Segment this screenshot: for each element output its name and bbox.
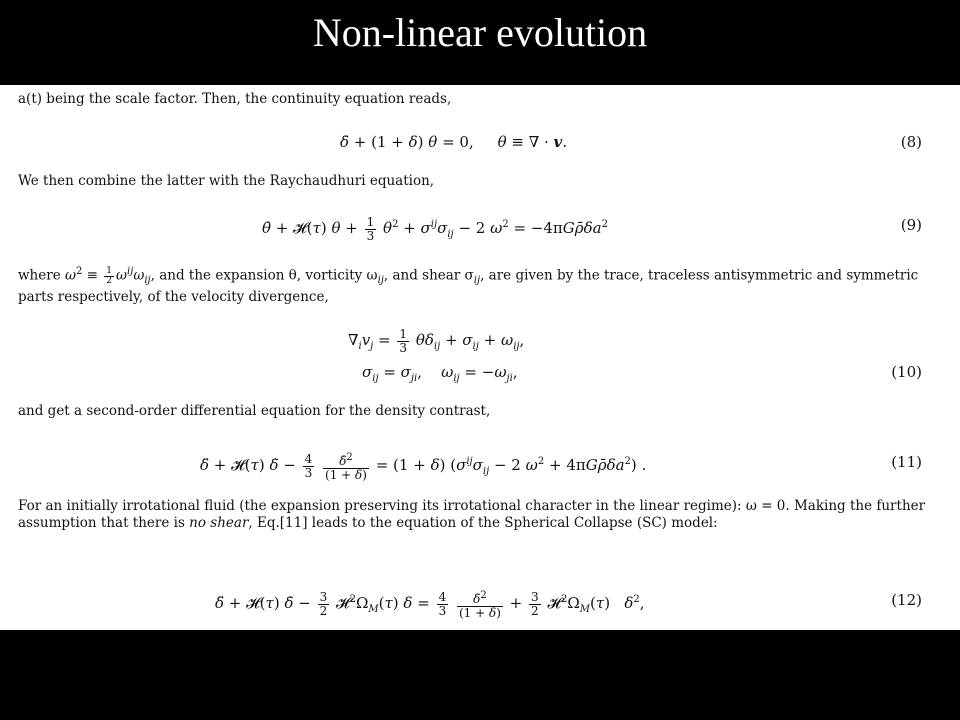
equation-8-number: (8) [900, 133, 922, 151]
equation-9 [0, 210, 960, 243]
equation-8 [0, 127, 960, 157]
equation-11 [0, 447, 960, 482]
equation-12 [0, 585, 960, 620]
equation-12-body: δ̈ + 𝓗(τ) δ̇ − $\frac{3}{2}$ $𝓗^2\Omega_M(\tau) \delta$ = $\frac{4}{3}$ $\frac{\deltȧ^2}{(1 + \delta)}$ + $\frac{3}{2}$ $𝓗^2\Omega_M(\tau)$ $\delta^2$, [215, 589, 645, 620]
equation-11-number: (11) [891, 453, 922, 471]
slide-title: Non-linear evolution [312, 10, 648, 55]
equation-10-line-1 [0, 325, 960, 355]
equation-9-body: θ̇ + 𝓗(τ) θ + $\frac{1}{3}$ $\theta^2 + \sigma^{ij}\sigma_{ij} - 2$ $\omega^2$ = $-4\pi G\rhō\delta a^2$ [262, 214, 608, 243]
equation-10-number: (10) [891, 363, 922, 381]
equation-11-body: δ̈ + 𝓗(τ) δ̇ − $\frac{4}{3}$ $\frac{\deltȧ^2}{(1 + \delta)}$ = (1 + δ) ($\sigma^{ij}\sigma_{ij} - 2$ $\omega^2$ + $4\pi G\rhō\delta a^2$) . [200, 451, 647, 482]
equation-10-line-1-body: $\nabla_iv_j$ = $\frac{1}{3}$ $\theta\delta_{ij} + \sigma_{ij} + \omega_{ij}$, [348, 326, 525, 355]
paragraph-spherical-collapse: For an initially irrotational fluid (the expansion preserving its irrotational character in the linear regime): ω = 0. Making the further assumption that there is no shear, Eq.[11] leads to the equation of the Spherical Collapse (SC) model: [18, 498, 926, 531]
equation-10 [0, 357, 960, 387]
equation-10-line-2-body: $\sigma_{ij} = \sigma_{ji}$, $\omega_{ij} = -\omega_{ji}$, [362, 363, 518, 384]
paragraph-decomposition: where $\omega^2$ ≡ $\frac{1}{2}$ $\omega^{ij}\omega_{ij}$, and the expansion θ, vorticity $\omega_{ij}$, and shear $\sigma_{ij}$, are given by the trace, traceless antisymmetric and symmetric parts respectively, of the velocity divergence, [18, 265, 919, 306]
paragraph-second-order: and get a second-order differential equation for the density contrast, [18, 403, 491, 419]
paragraph-scale-factor: a(t) being the scale factor. Then, the continuity equation reads, [18, 91, 452, 107]
equation-12-number: (12) [891, 591, 922, 609]
equation-9-number: (9) [900, 216, 922, 234]
paper-excerpt [0, 85, 960, 630]
equation-8-body: δ̇ + (1 + δ) θ = 0, θ ≡ ∇ · v. [340, 133, 568, 151]
paragraph-raychaudhuri: We then combine the latter with the Raychaudhuri equation, [18, 173, 435, 189]
